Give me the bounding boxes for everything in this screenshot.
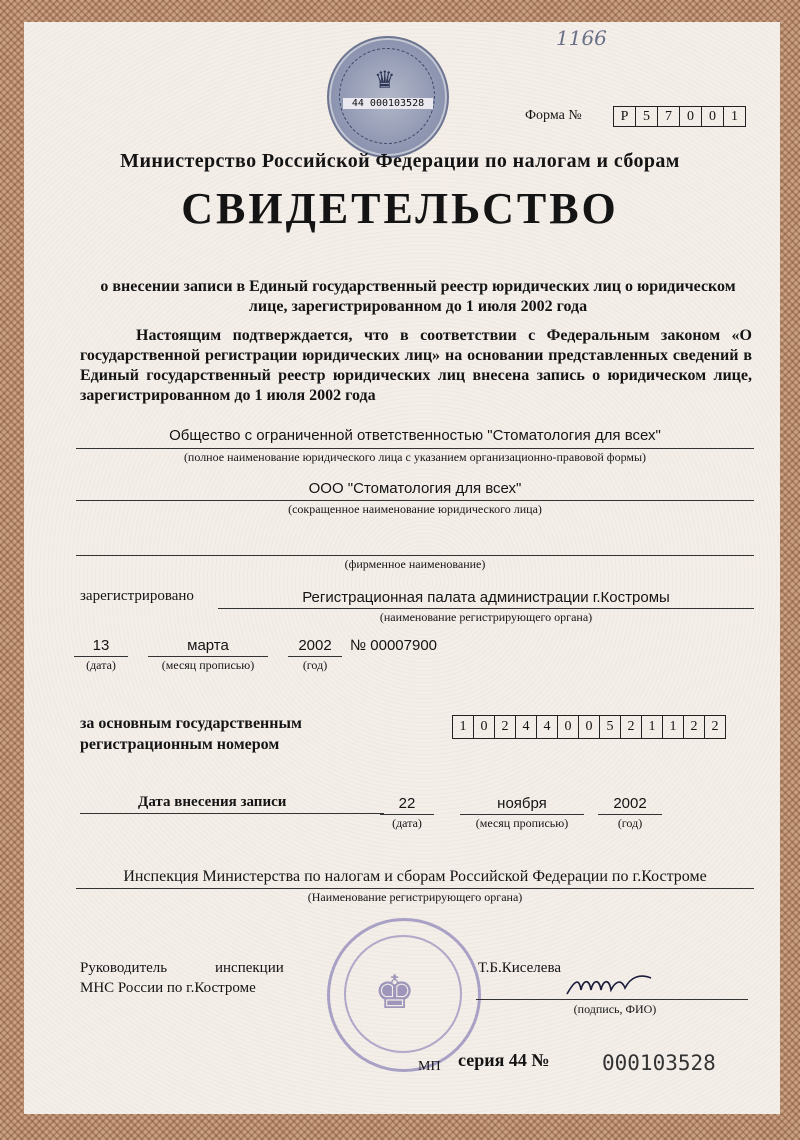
signatory-title-word2: инспекции (215, 960, 284, 976)
document-subtitle: о внесении записи в Единый государственный реестр юридических лиц о юридическом лице, зарегистрированном до 1 июля 2002 года (100, 278, 736, 315)
ogrn-digit: 2 (620, 715, 641, 739)
short-name-caption: (сокращенное наименование юридического лица) (288, 502, 542, 516)
registered-label: зарегистрировано (80, 588, 194, 604)
ogrn-digit: 1 (452, 715, 473, 739)
signatory-title-word1: Руководитель (80, 960, 168, 976)
registration-day-caption: (дата) (86, 658, 116, 672)
form-code-cell: 0 (701, 106, 723, 127)
full-name-caption: (полное наименование юридического лица с указанием организационно-правовой формы) (183, 450, 647, 464)
ogrn-digit: 0 (578, 715, 599, 739)
handwritten-note: 1166 (556, 26, 607, 50)
registration-day-underline (74, 656, 128, 657)
signatory-name: Т.Б.Киселева (478, 960, 561, 976)
form-code (613, 106, 746, 127)
full-name-value: Общество с ограниченной ответственностью "Стоматология для всех" (169, 427, 661, 444)
form-code-cell: 5 (635, 106, 657, 127)
entry-day-caption: (дата) (392, 816, 422, 830)
ogrn-digit: 0 (557, 715, 578, 739)
document-title: СВИДЕТЕЛЬСТВО (181, 184, 619, 233)
ministry-heading: Министерство Российской Федерации по налогам и сборам (120, 150, 680, 172)
seal-number: 44 000103528 (343, 98, 433, 109)
confirmation-paragraph (80, 326, 752, 406)
paragraph-text: Настоящим подтверждается, что в соответствии с Федеральным законом «О государственной регистрации юридических лиц» на основании представленных сведений в Единый государственный реестр юридических лиц внесена запись о юридическом лице, зарегистрированном до 1 июля 2002 года (80, 327, 752, 404)
firm-name-underline (76, 555, 754, 556)
official-stamp (327, 918, 481, 1072)
form-label: Форма № (525, 108, 582, 123)
entry-month: ноября (497, 795, 547, 812)
inspection-underline (76, 888, 754, 889)
registration-month-caption: (месяц прописью) (161, 658, 255, 672)
inspection-caption: (Наименование регистрирующего органа) (307, 890, 523, 904)
entry-year-caption: (год) (617, 816, 643, 830)
form-code-cell: 1 (723, 106, 746, 127)
ogrn-number (452, 715, 726, 739)
signatory-title-line2: МНС России по г.Костроме (80, 980, 256, 996)
ogrn-digit: 2 (704, 715, 726, 739)
entry-date-label: Дата внесения записи (138, 794, 287, 810)
ogrn-digit: 1 (641, 715, 662, 739)
signature-caption: (подпись, ФИО) (573, 1002, 657, 1016)
handwritten-signature (565, 972, 655, 1000)
hologram-seal (327, 36, 449, 158)
eagle-icon: ♚ (374, 967, 416, 1018)
full-name-underline (76, 448, 754, 449)
entry-year-underline (598, 814, 662, 815)
form-code-cell: 7 (657, 106, 679, 127)
registration-year: 2002 (298, 637, 332, 654)
short-name-value: ООО "Стоматология для всех" (308, 480, 522, 497)
form-code-cell: Р (613, 106, 635, 127)
form-code-cell: 0 (679, 106, 701, 127)
registering-authority-value: Регистрационная палата администрации г.Костромы (302, 589, 670, 606)
registering-authority-underline (218, 608, 754, 609)
ogrn-digit: 1 (662, 715, 683, 739)
entry-month-underline (460, 814, 584, 815)
entry-date-label-underline (80, 813, 384, 814)
ogrn-digit: 2 (683, 715, 704, 739)
registration-year-caption: (год) (302, 658, 328, 672)
registration-month-underline (148, 656, 268, 657)
registration-month: марта (187, 637, 229, 654)
signature-underline (476, 999, 748, 1000)
ogrn-digit: 4 (515, 715, 536, 739)
entry-day: 22 (398, 795, 416, 812)
entry-day-underline (380, 814, 434, 815)
series-label: серия 44 № (458, 1050, 550, 1070)
registration-day: 13 (92, 637, 110, 654)
ogrn-label-line2: регистрационным номером (80, 736, 280, 753)
inspection-value: Инспекция Министерства по налогам и сборам Российской Федерации по г.Костроме (123, 868, 707, 885)
registration-year-underline (288, 656, 342, 657)
ogrn-digit: 2 (494, 715, 515, 739)
serial-number: 000103528 (602, 1051, 716, 1075)
ogrn-digit: 0 (473, 715, 494, 739)
short-name-underline (76, 500, 754, 501)
ogrn-label-line1: за основным государственным (80, 715, 302, 732)
firm-name-caption: (фирменное наименование) (344, 557, 486, 571)
entry-year: 2002 (613, 795, 647, 812)
registration-number: № 00007900 (350, 637, 437, 654)
seal-ring (339, 48, 435, 144)
ogrn-digit: 4 (536, 715, 557, 739)
ogrn-digit: 5 (599, 715, 620, 739)
emblem-icon: ♛ (374, 68, 396, 94)
entry-month-caption: (месяц прописью) (475, 816, 569, 830)
registering-authority-caption: (наименование регистрирующего органа) (379, 610, 593, 624)
mp-mark: МП (418, 1059, 441, 1074)
